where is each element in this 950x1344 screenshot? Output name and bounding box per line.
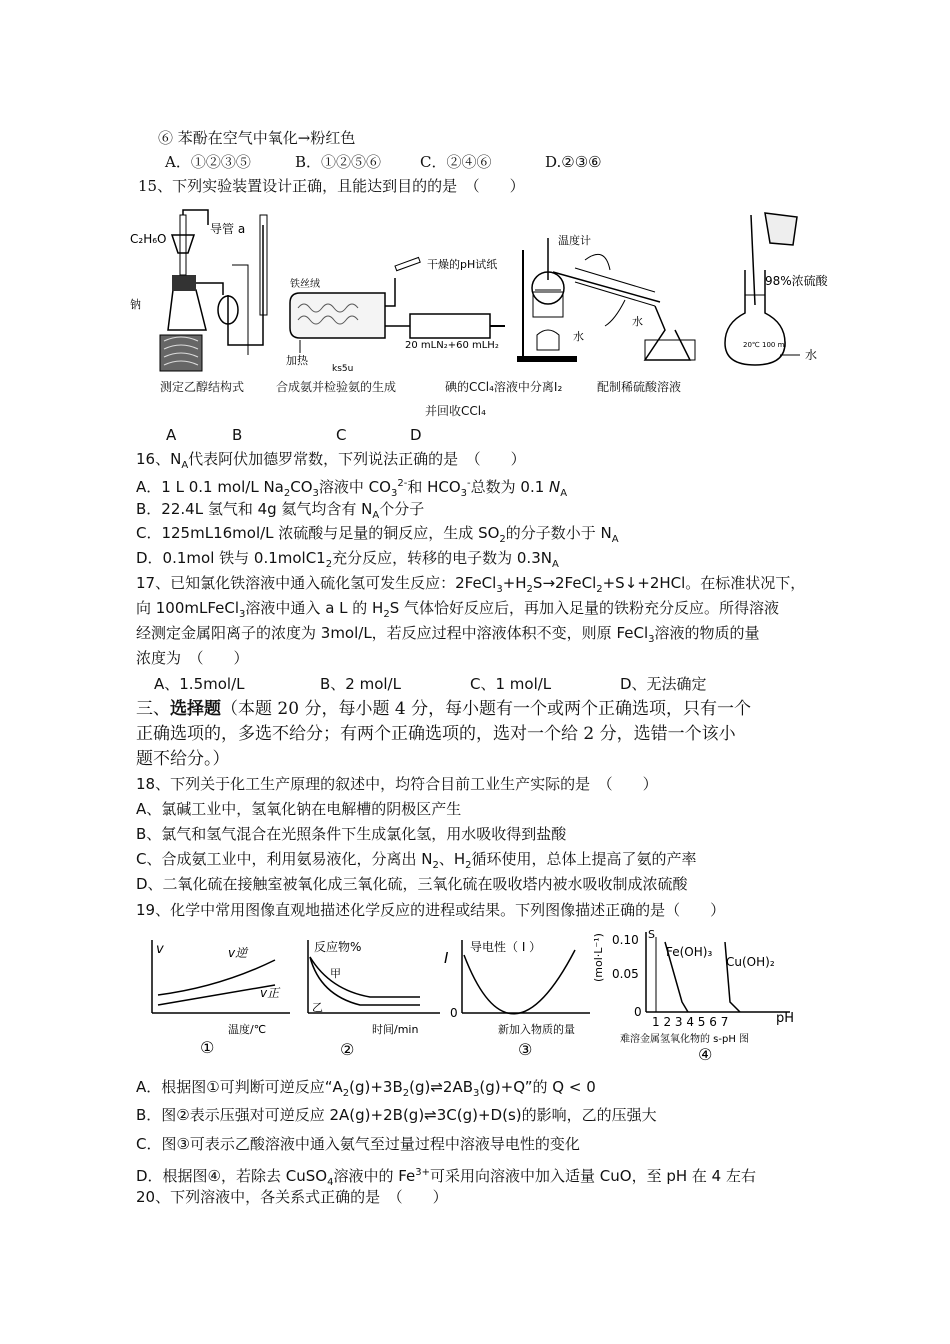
q19-option-a: A．根据图①可判断可逆反应“$A_2(g)+3B_2(g)\rightleftharpoons 2AB_3(g)+Q$”的 Q < 0 [136, 1078, 596, 1099]
g4-cu: Cu(OH)₂ [726, 955, 775, 969]
q17-option-c: C、1 mol/L [470, 675, 552, 693]
q17-option-d: D、无法确定 [620, 675, 707, 693]
label-conc-acid: 98%浓硫酸 [765, 274, 828, 288]
label-syringe: 20 mLN₂+60 mLH₂ [405, 340, 499, 351]
q19-option-b: B．图②表示压强对可逆反应 2A(g)+2B(g)⇌3C(g)+D(s)的影响，乙的压强大 [136, 1106, 657, 1124]
apparatus-distillation [515, 230, 715, 370]
letter-b: B [232, 426, 243, 444]
caption-b: 合成氨并检验氨的生成 [276, 380, 397, 394]
graph-3 [440, 935, 600, 1060]
g4-tick-010: 0.10 [612, 933, 639, 947]
g1-x-label: 温度/℃ [228, 1023, 267, 1036]
label-iron: 铁丝绒 [290, 279, 320, 290]
caption-a: 测定乙醇结构式 [160, 380, 245, 394]
q14-option-c: C．②④⑥ [420, 153, 492, 171]
caption-d: 配制稀硫酸溶液 [597, 380, 682, 394]
q17-line-3: 经测定金属阳离子的浓度为 3mol/L，若反应过程中溶液体积不变，则原 FeCl$_3$溶液的物质的量 [136, 624, 760, 645]
label-water-1: 水 [573, 330, 584, 343]
apparatus-ammonia-synthesis [280, 248, 510, 376]
q19-option-c: C．图③可表示乙酸溶液中通入氨气至过量过程中溶液导电性的变化 [136, 1135, 580, 1153]
q18-option-c: C、合成氨工业中，利用氨易液化，分离出 $N_2$、$H_2$循环使用，总体上提高了氨的产率 [136, 850, 697, 871]
curve-v-forward [158, 985, 275, 1005]
q14-item6: ⑥ 苯酚在空气中氧化→粉红色 [158, 129, 356, 147]
graph-1 [140, 935, 300, 1060]
g2-jia: 甲 [330, 967, 341, 980]
g2-x-label: 时间/min [372, 1023, 419, 1036]
g3-y-symbol: I [444, 949, 449, 967]
g4-ph: pH [776, 1011, 795, 1026]
letter-d: D [410, 426, 422, 444]
q18-option-d: D、二氧化硫在接触室被氧化成三氧化硫，三氧化硫在吸收塔内被水吸收制成浓硫酸 [136, 875, 688, 893]
g3-x-label: 新加入物质的量 [498, 1023, 575, 1036]
q14-option-a: A．①②③⑤ [165, 153, 251, 171]
label-na: 钠 [130, 298, 141, 311]
label-water-2: 水 [632, 315, 643, 328]
q17-option-b: B、2 mol/L [320, 675, 401, 693]
curve-conductivity [464, 950, 575, 1014]
label-c2h6o: C₂H₆O [130, 232, 167, 246]
q17-line-1: 17、已知氯化铁溶液中通入硫化氢可发生反应：$2FeCl_3+H_2S\to 2FeCl_2+S↓+2HCl$。在标准状况下， [136, 574, 806, 595]
q14-option-b: B．①②⑤⑥ [295, 153, 382, 171]
g4-ph-ticks: 1 2 3 4 5 6 7 [652, 1015, 729, 1029]
q16-stem: 16、$N_A$代表阿伏加德罗常数，下列说法正确的是 （ ） [136, 450, 526, 471]
caption-c: 碘的CCl₄溶液中分离I₂ [445, 380, 563, 394]
q19-option-d: D．根据图④，若除去 CuSO$_4$溶液中的 $Fe^{3+}$可采用向溶液中加入适量 CuO，至 pH 在 4 左右 [136, 1167, 756, 1188]
letter-a: A [166, 426, 177, 444]
q18-option-a: A、氯碱工业中，氢氧化钠在电解槽的阴极区产生 [136, 800, 462, 818]
g1-y-label: v [156, 942, 164, 957]
g4-fe: Fe(OH)₃ [666, 945, 713, 959]
g3-y-label: 导电性（ I ） [470, 940, 542, 954]
letter-c: C [336, 426, 347, 444]
curve-yi [310, 957, 420, 1005]
g4-number: ④ [698, 1045, 713, 1062]
g1-v-fwd: v正 [260, 986, 280, 1000]
label-ks5u: ks5u [332, 364, 354, 374]
q19-stem: 19、化学中常用图像直观地描述化学反应的进程或结果。下列图像描述正确的是（ ） [136, 901, 726, 919]
section3-line-2: 正确选项的，多选不给分；有两个正确选项的，选对一个给 2 分，选错一个该小 [136, 724, 736, 744]
caption-c-cont: 并回收CCl₄ [425, 404, 486, 418]
q14-option-d: D.②③⑥ [545, 153, 602, 171]
curve-jia [310, 957, 420, 997]
g2-number: ② [340, 1040, 355, 1059]
g1-v-rev: v逆 [228, 946, 248, 960]
q16-option-d: D．0.1mol 铁与 $0.1molC1_2$充分反应，转移的电子数为 $0.3N_A$ [136, 549, 559, 570]
q18-option-b: B、氯气和氢气混合在光照条件下生成氯化氢，用水吸收得到盐酸 [136, 825, 567, 843]
g2-y-label: 反应物% [314, 940, 362, 954]
g4-tick-0: 0 [634, 1005, 642, 1019]
section3-line-1: 三、选择题（本题 20 分，每小题 4 分，每小题有一个或两个正确选项，只有一个 [136, 699, 752, 719]
curve-v-reverse [158, 960, 275, 995]
apparatus-dilution [715, 205, 865, 370]
g4-x-label: 难溶金属氢氧化物的 s-pH 图 [620, 1034, 750, 1045]
section3-line-3: 题不给分。） [136, 749, 230, 769]
q18-stem: 18、下列关于化工生产原理的叙述中，均符合目前工业生产实际的是 （ ） [136, 775, 658, 793]
q20-stem: 20、下列溶液中，各关系式正确的是 （ ） [136, 1188, 448, 1206]
g4-unit: (mol·L⁻¹) [592, 933, 605, 982]
q16-option-a: A．1 L 0.1 mol/L $Na_2CO_3$溶液中 $CO_3^{2-}$和 $HCO_3^-$总数为 0.1 $N_A$ [136, 478, 568, 499]
g4-tick-005: 0.05 [612, 967, 639, 981]
q17-option-a: A、1.5mol/L [154, 675, 245, 693]
label-tube-a: 导管 a [210, 222, 246, 236]
label-thermometer: 温度计 [558, 234, 591, 247]
label-flask: 20℃ 100 ml [743, 341, 787, 349]
graph-4 [590, 922, 810, 1062]
q17-line-4: 浓度为 （ ） [136, 649, 249, 667]
apparatus-ethanol-structure [128, 205, 278, 375]
label-water-3: 水 [805, 348, 818, 362]
q16-option-c: C．125mL16mol/L 浓硫酸与足量的铜反应，生成 $SO_2$的分子数小于 $N_A$ [136, 524, 619, 545]
g2-yi: 乙 [312, 1001, 323, 1014]
g3-zero: 0 [450, 1006, 458, 1020]
g1-number: ① [200, 1038, 215, 1057]
curve-cu-oh2 [725, 942, 740, 1012]
label-heat: 加热 [286, 354, 308, 367]
q16-option-b: B．22.4L 氢气和 4g 氦气均含有 $N_A$个分子 [136, 500, 425, 521]
label-ph-paper: 干燥的pH试纸 [427, 258, 498, 271]
g3-number: ③ [518, 1040, 533, 1059]
graph-2 [300, 935, 450, 1060]
q15-stem: 15、下列实验装置设计正确，且能达到目的的是 （ ） [138, 177, 525, 195]
g4-s: S [648, 928, 655, 941]
q17-line-2: 向 100mLFeCl$_3$溶液中通入 a L 的 $H_2S$ 气体恰好反应后，再加入足量的铁粉充分反应。所得溶液 [136, 599, 779, 620]
